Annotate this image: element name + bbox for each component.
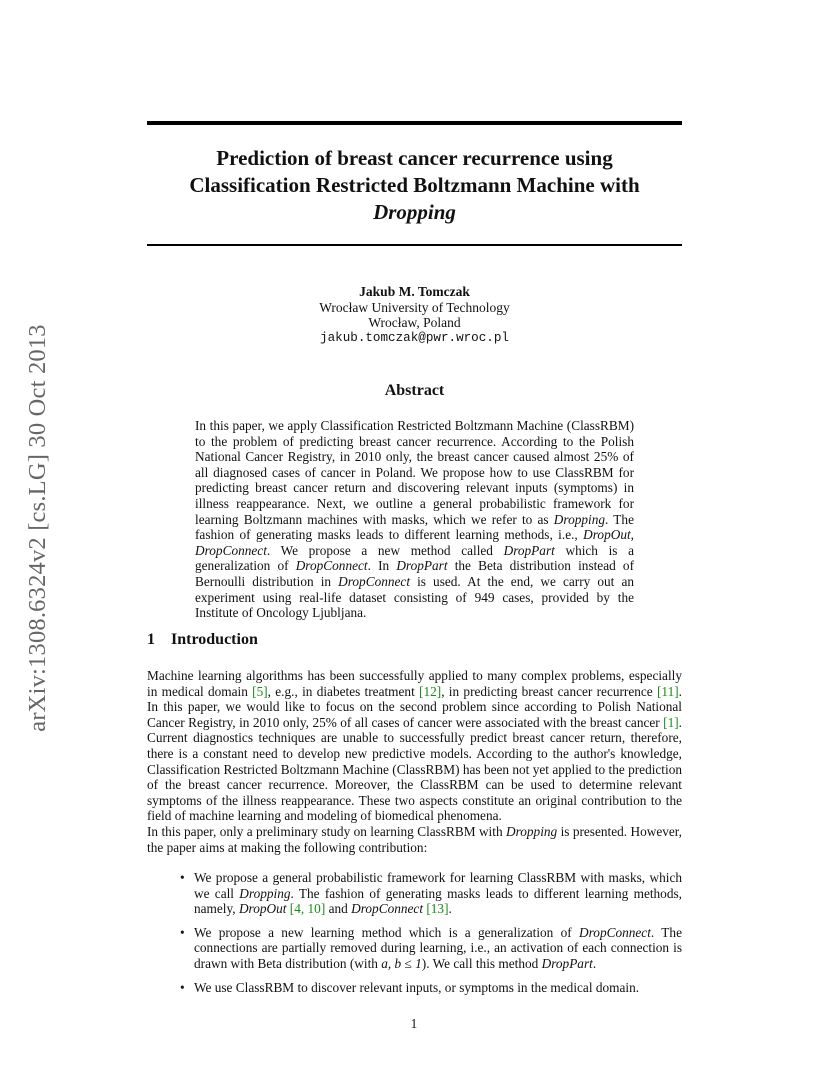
abstract-term: DropPart: [503, 542, 555, 558]
author-block: [147, 284, 682, 346]
item-text: We use ClassRBM to discover relevant inputs, or symptoms in the medical domain.: [194, 979, 640, 995]
paragraph-text: . In this paper, we would like to focus on the second problem since according to Polish National Cancer Registry, in 2010 only, 25% of all cases of cancer were associated with the breast cancer: [147, 683, 682, 730]
abstract-term: DropOut: [583, 527, 631, 543]
section-number: 1: [147, 631, 155, 648]
title-line-3: Dropping: [373, 200, 456, 224]
item-text: .: [448, 901, 452, 917]
abstract-heading: Abstract: [384, 382, 445, 399]
list-item: [147, 870, 682, 917]
title-line-2: Classification Restricted Boltzmann Machine with: [189, 173, 640, 197]
arxiv-identifier: arXiv:1308.6324v2 [cs.LG] 30 Oct 2013: [24, 324, 51, 732]
item-math: a, b ≤ 1: [381, 955, 422, 971]
paragraph-text: , in predicting breast cancer recurrence: [441, 683, 657, 699]
section-heading: [147, 631, 258, 649]
citation-link[interactable]: [12]: [419, 683, 442, 699]
item-term: DropPart: [541, 955, 593, 971]
abstract-body: [195, 418, 634, 621]
citation-link[interactable]: [1]: [663, 714, 679, 730]
abstract-term: DropPart: [396, 558, 448, 574]
author-email: jakub.tomczak@pwr.wroc.pl: [320, 330, 509, 345]
bullet-icon: •: [180, 924, 185, 940]
item-text: .: [592, 955, 597, 971]
title-top-rule: [147, 121, 682, 125]
citation-link[interactable]: 10]: [307, 901, 326, 917]
item-text: . The connections are partially removed during learning, i.e., an activation of each connection is drawn with Beta distribution (with: [194, 924, 682, 971]
item-term: DropConnect: [351, 901, 424, 917]
item-term: Dropping: [239, 885, 291, 901]
item-text: and: [325, 901, 352, 917]
abstract-text: . In: [367, 558, 397, 574]
abstract-text: . The fashion of generating masks leads to different learning methods, i.e.,: [195, 511, 634, 543]
citation-link[interactable]: [13]: [426, 901, 449, 917]
item-text: We propose a new learning method which is a generalization of: [194, 924, 580, 940]
abstract-term: DropConnect: [338, 573, 411, 589]
abstract-term: Dropping: [553, 511, 606, 527]
paper-title: [147, 145, 682, 226]
title-bottom-rule: [147, 244, 682, 246]
title-line-1: Prediction of breast cancer recurrence using: [216, 146, 613, 170]
item-term: DropOut: [238, 901, 287, 917]
paragraph-text: is presented. However, the paper aims at making the following contribution:: [147, 824, 682, 855]
list-item: [147, 925, 682, 972]
author-affiliation: Wrocław University of Technology: [319, 299, 510, 315]
paragraph-text: Machine learning algorithms has been successfully applied to many complex problems, especially in medical domain: [147, 668, 682, 699]
arxiv-side-stamp: [18, 298, 58, 758]
item-text: ). We call this method: [421, 955, 542, 971]
abstract-text: . We propose a new method called: [266, 542, 504, 558]
paragraph-text: In this paper, only a preliminary study on learning ClassRBM with: [147, 824, 506, 839]
intro-paragraph-1: [147, 668, 682, 824]
item-text: . The fashion of generating masks leads to different learning methods, namely,: [194, 885, 682, 917]
item-text: We propose a general probabilistic framework for learning ClassRBM with masks, which we call: [194, 870, 682, 901]
abstract-text: is used. At the end, we carry out an experiment using real-life dataset consisting of 949 cases, provided by the Institute of Oncology Ljubljana.: [195, 573, 634, 621]
list-item: [147, 980, 682, 996]
item-term: DropConnect: [579, 924, 651, 940]
paragraph-text: . Current diagnostics techniques are unable to successfully predict breast cancer return, therefore, there is a constant need to develop new predictive models. According to the author's knowledge, Classification Restricted Boltzmann Machine (ClassRBM) has been not yet applied to the prediction of the breast cancer recurrence. Moreover, the ClassRBM can be used to determine relevant symptoms of the illness reappearance. These two aspects constitute an original contribution to the field of machine learning and modeling of biomedical phenomena.: [147, 714, 682, 824]
bullet-icon: •: [180, 979, 185, 995]
abstract-text: In this paper, we apply Classification Restricted Boltzmann Machine (ClassRBM) to the problem of predicting breast cancer recurrence. According to the Polish National Cancer Registry, in 2010 only, the breast cancer caused almost 25% of all diagnosed cases of cancer in Poland. We propose how to use ClassRBM for predicting breast cancer return and discovering relevant inputs (symptoms) in illness reappearance. Next, we outline a general probabilistic framework for learning Boltzmann machines with masks, which we refer to as: [195, 418, 634, 527]
citation-link[interactable]: [4,: [289, 901, 305, 917]
author-name: Jakub M. Tomczak: [359, 284, 470, 299]
abstract-text: which is a generalization of: [195, 542, 634, 574]
bullet-icon: •: [180, 870, 185, 885]
abstract-text: the Beta distribution instead of Bernoulli distribution in: [195, 558, 634, 589]
author-location: Wrocław, Poland: [368, 315, 461, 330]
citation-link[interactable]: [11]: [657, 683, 679, 699]
page-number: 1: [410, 1016, 418, 1031]
contribution-list: [147, 870, 682, 1003]
paragraph-term: Dropping: [505, 824, 558, 839]
abstract-term: DropConnect: [295, 558, 368, 574]
abstract-text: ,: [630, 527, 634, 543]
intro-paragraph-2: [147, 824, 682, 855]
paragraph-text: , e.g., in diabetes treatment: [267, 683, 420, 699]
abstract-term: DropConnect: [195, 542, 267, 558]
citation-link[interactable]: [5]: [252, 683, 268, 699]
section-title: Introduction: [171, 631, 258, 648]
